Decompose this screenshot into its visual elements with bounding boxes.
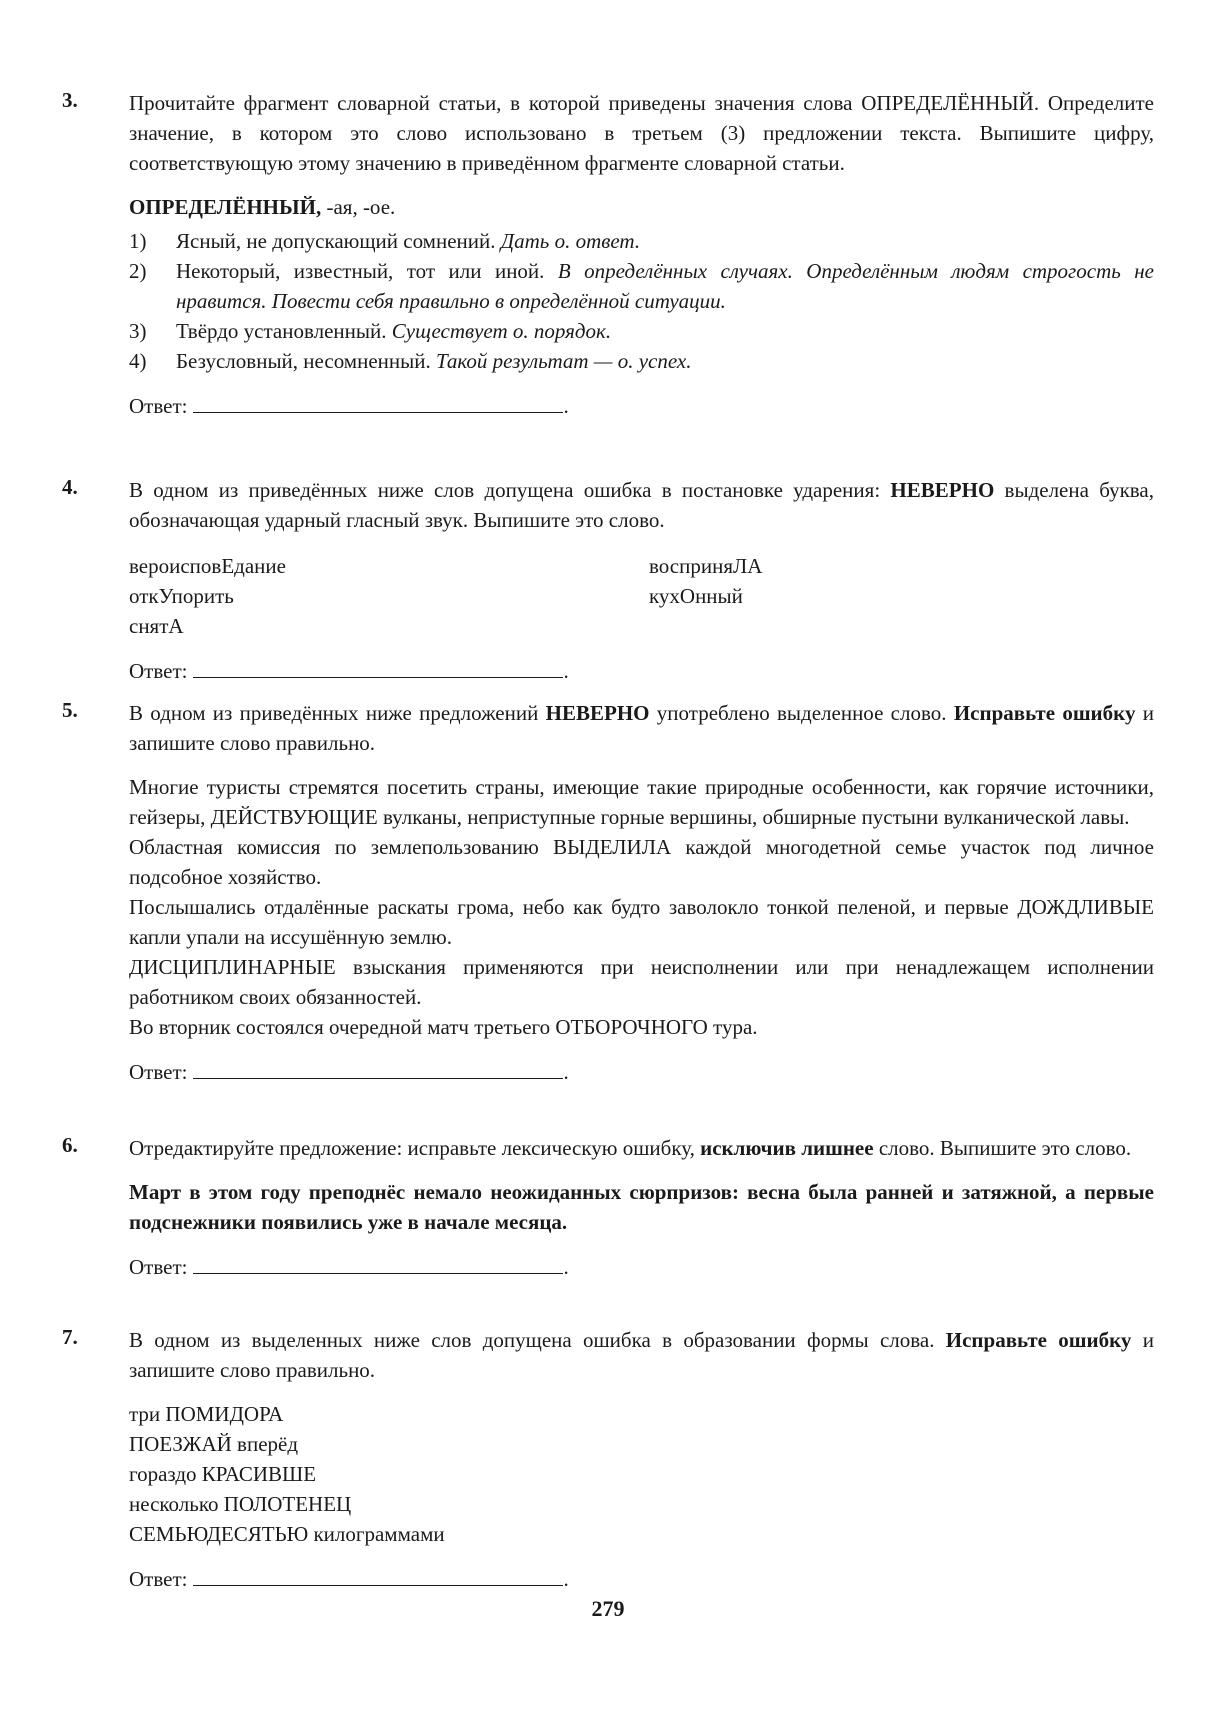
intro-emphasis: НЕВЕРНО (545, 701, 650, 725)
sentence: Во вторник состоялся очередной матч третьего ОТБОРОЧНОГО тура. (129, 1015, 758, 1039)
definition-number: 3) (129, 319, 147, 343)
word-option: несколько ПОЛОТЕНЕЦ (129, 1492, 352, 1516)
intro-emphasis: исключив лишнее (700, 1136, 874, 1160)
definition-text: Безусловный, несомненный. (176, 349, 436, 373)
intro-text: и запишите слово правильно. (129, 701, 1155, 755)
intro-emphasis: Исправьте ошибку (953, 701, 1136, 725)
task-content (129, 698, 1154, 1087)
intro-text: В одном из приведённых ниже предложений (129, 701, 546, 725)
answer-row: Ответ: . (129, 655, 1154, 686)
intro-text: и запишите слово правильно. (129, 1328, 1154, 1382)
definition-item (129, 346, 1154, 376)
answer-field[interactable] (193, 390, 563, 413)
answer-label: Ответ: (129, 659, 188, 683)
definition-item (129, 226, 1154, 256)
intro-text: В одном из приведённых ниже слов допущена ошибка в постановке ударения: (129, 478, 891, 502)
task-intro (129, 475, 1154, 535)
answer-field[interactable] (193, 1056, 563, 1079)
definition-number: 2) (129, 259, 147, 283)
task-number: 7. (62, 1325, 78, 1349)
task-content (129, 475, 1154, 686)
intro-emphasis: НЕВЕРНО (890, 478, 995, 502)
answer-label: Ответ: (129, 1567, 188, 1591)
page-number: 279 (591, 1596, 625, 1621)
word-option: снятА (129, 614, 184, 638)
definition-list (129, 226, 1154, 376)
definition-text: Некоторый, известный, тот или иной. (176, 259, 558, 283)
word-option: откУпорить (129, 584, 234, 608)
intro-text: Отредактируйте предложение: исправьте лексическую ошибку, (129, 1136, 701, 1160)
definition-item (129, 316, 1154, 346)
answer-row: Ответ: . (129, 1251, 1154, 1282)
definition-number: 1) (129, 229, 147, 253)
task-number: 5. (62, 698, 78, 722)
answer-row: Ответ: . (129, 390, 1154, 421)
task-sentence: Март в этом году преподнёс немало неожиданных сюрпризов: весна была ранней и затяжной, а первые подснежники появились уже в начале месяца. (129, 1180, 1154, 1234)
task-intro (129, 698, 1154, 758)
word-option: вероисповЕдание (129, 554, 286, 578)
word-option: восприняЛА (649, 554, 763, 578)
word-option: кухОнный (649, 584, 743, 608)
sentence: ДИСЦИПЛИНАРНЫЕ взыскания применяются при неисполнении или при ненадлежащем исполнении работником своих обязанностей. (129, 955, 1154, 1009)
answer-field[interactable] (193, 1563, 563, 1586)
task-content (129, 1325, 1154, 1594)
definition-item (129, 256, 1154, 316)
word-list (129, 1399, 1154, 1549)
task-content (129, 88, 1154, 421)
headword-forms: -ая, -ое. (321, 195, 396, 219)
task-content (129, 1133, 1154, 1282)
definition-example: В определённых случаях. Определённым людям строгость не нравится. Повести себя правильно в определённой ситуации. (176, 259, 1154, 313)
task-intro: Прочитайте фрагмент словарной статьи, в которой приведены значения слова ОПРЕДЕЛЁННЫЙ. Определите значение, в котором это слово использовано в третьем (3) предложении текста. Выпишите цифру, соответствующую этому значению в приведённом фрагменте словарной статьи. (129, 91, 1154, 175)
word-grid (129, 551, 1154, 641)
definition-text: Твёрдо установленный. (176, 319, 392, 343)
answer-field[interactable] (193, 655, 563, 678)
sentence: Послышались отдалённые раскаты грома, небо как будто заволокло тонкой пеленой, и первые ДОЖДЛИВЫЕ капли упали на иссушённую землю. (129, 895, 1154, 949)
definition-example: Существует о. порядок. (391, 319, 612, 343)
task-number: 3. (62, 88, 78, 112)
task-number: 6. (62, 1133, 78, 1157)
intro-text: употреблено выделенное слово. (649, 701, 954, 725)
definition-example: Такой результат — о. успех. (435, 349, 692, 373)
intro-text: В одном из выделенных ниже слов допущена ошибка в образовании формы слова. (129, 1328, 946, 1352)
definition-number: 4) (129, 349, 147, 373)
task-intro (129, 1325, 1154, 1385)
intro-emphasis: Исправьте ошибку (945, 1328, 1132, 1352)
word-option: ПОЕЗЖАЙ вперёд (129, 1432, 299, 1456)
definition-text: Ясный, не допускающий сомнений. (176, 229, 501, 253)
word-option: гораздо КРАСИВШЕ (129, 1462, 317, 1486)
task-intro (129, 1133, 1154, 1163)
sentence: Областная комиссия по землепользованию ВЫДЕЛИЛА каждой многодетной семье участок под личное подсобное хозяйство. (129, 835, 1154, 889)
sentence-list (129, 772, 1154, 1042)
task-number: 4. (62, 475, 78, 499)
answer-label: Ответ: (129, 1255, 188, 1279)
headword: ОПРЕДЕЛЁННЫЙ, (129, 195, 322, 219)
sentence: Многие туристы стремятся посетить страны, имеющие такие природные особенности, как горячие источники, гейзеры, ДЕЙСТВУЮЩИЕ вулканы, неприступные горные вершины, обширные пустыни вулканической лавы. (129, 775, 1154, 829)
answer-field[interactable] (193, 1251, 563, 1274)
dictionary-entry (129, 192, 1154, 222)
word-option: три ПОМИДОРА (129, 1402, 284, 1426)
answer-label: Ответ: (129, 394, 188, 418)
answer-label: Ответ: (129, 1060, 188, 1084)
word-option: СЕМЬЮДЕСЯТЬЮ килограммами (129, 1522, 445, 1546)
intro-text: выделена буква, обозначающая ударный гласный звук. Выпишите это слово. (129, 478, 1154, 532)
intro-text: слово. Выпишите это слово. (873, 1136, 1132, 1160)
answer-row: Ответ: . (129, 1056, 1154, 1087)
answer-row: Ответ: . (129, 1563, 1154, 1594)
definition-example: Дать о. ответ. (500, 229, 641, 253)
